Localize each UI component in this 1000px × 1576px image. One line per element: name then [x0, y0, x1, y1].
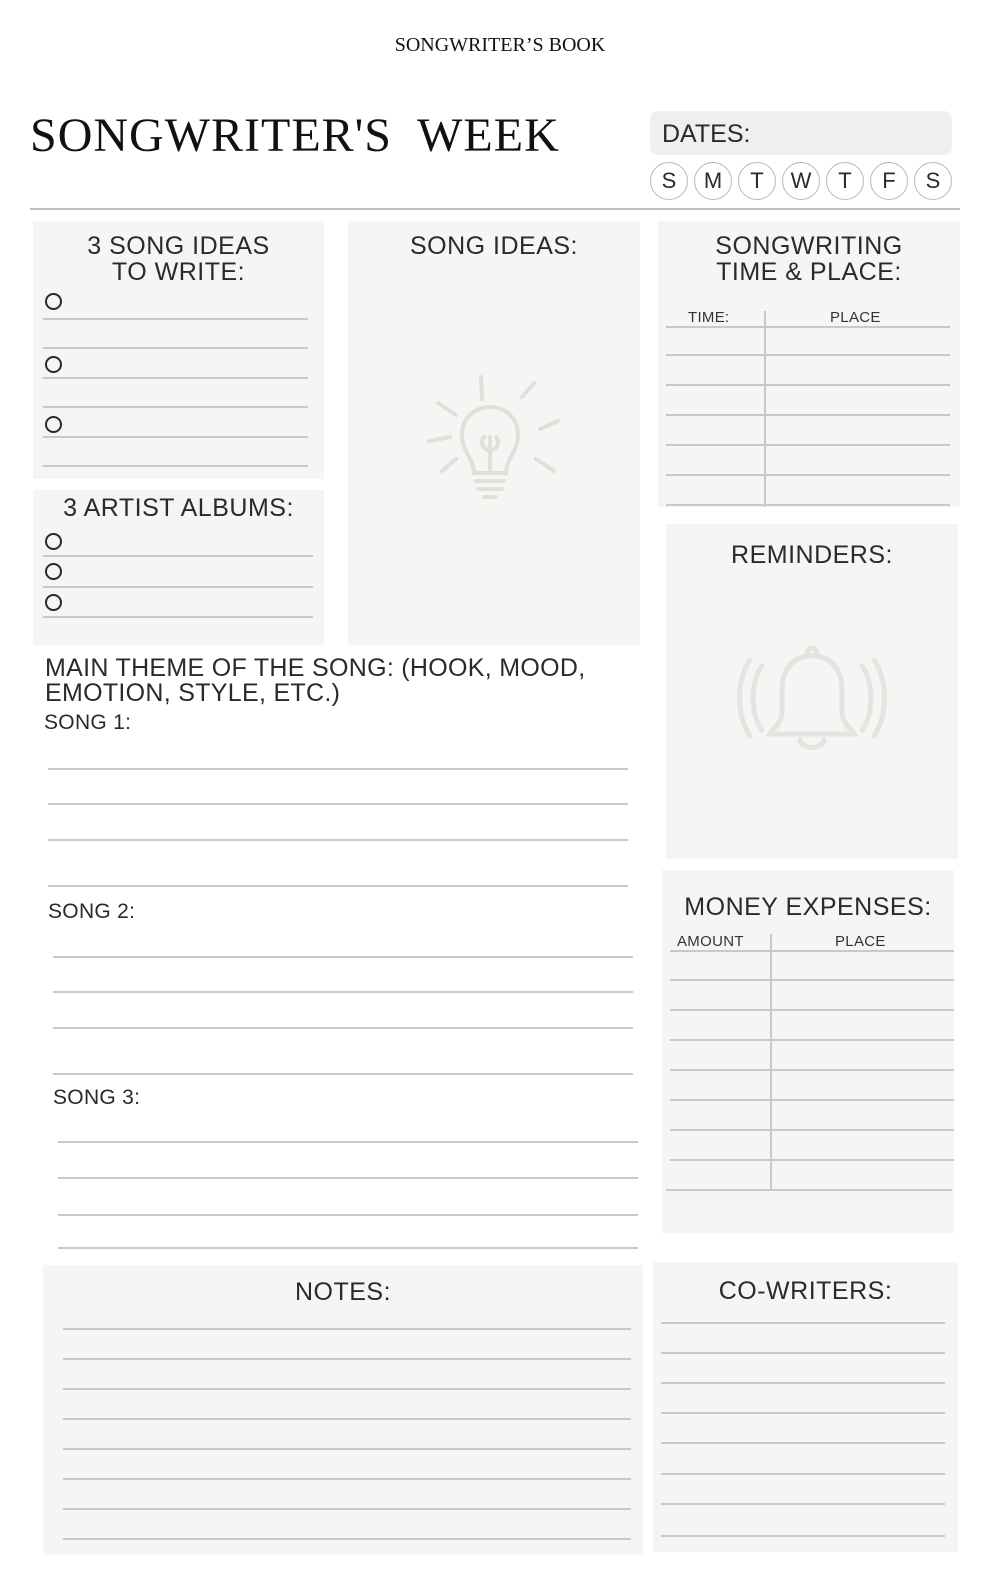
- write-line[interactable]: [43, 436, 308, 438]
- song-ideas-to-write-title: 3 SONG IDEAS TO WRITE:: [87, 232, 270, 286]
- song-2-label: SONG 2:: [48, 900, 136, 923]
- time-place-title: SONGWRITING TIME & PLACE:: [715, 232, 903, 286]
- notes-panel: [43, 1265, 643, 1555]
- checkbox-circle[interactable]: [45, 533, 62, 550]
- checkbox-circle[interactable]: [45, 563, 62, 580]
- time-column-header: TIME:: [688, 309, 730, 326]
- table-row-line[interactable]: [666, 384, 950, 386]
- dates-label: DATES:: [662, 120, 751, 148]
- song-2-line[interactable]: [53, 1073, 633, 1075]
- notes-line[interactable]: [63, 1478, 631, 1480]
- write-line[interactable]: [43, 318, 308, 320]
- lightbulb-icon: [426, 371, 566, 501]
- notes-line[interactable]: [63, 1418, 631, 1420]
- table-row-line[interactable]: [666, 326, 950, 328]
- table-row-line[interactable]: [670, 979, 954, 981]
- place-column-header: PLACE: [830, 309, 881, 326]
- notes-title: NOTES:: [294, 1278, 392, 1306]
- notes-line[interactable]: [63, 1358, 631, 1360]
- co-writers-line[interactable]: [661, 1382, 945, 1384]
- song-1-label: SONG 1:: [44, 711, 132, 734]
- song-2-line[interactable]: [53, 991, 633, 993]
- song-3-line[interactable]: [58, 1247, 638, 1249]
- co-writers-title: CO-WRITERS:: [718, 1277, 893, 1305]
- notes-line[interactable]: [63, 1508, 631, 1510]
- table-row-line[interactable]: [670, 1039, 954, 1041]
- day-circle-wednesday[interactable]: W: [782, 162, 820, 200]
- table-row-line[interactable]: [670, 1129, 954, 1131]
- co-writers-line[interactable]: [661, 1473, 945, 1475]
- table-row-line[interactable]: [670, 1159, 954, 1161]
- place-column-header: PLACE: [835, 933, 886, 950]
- song-1-line[interactable]: [48, 768, 628, 770]
- column-divider: [764, 311, 766, 507]
- table-row-line[interactable]: [666, 444, 950, 446]
- co-writers-line[interactable]: [661, 1503, 945, 1505]
- write-line[interactable]: [43, 406, 308, 408]
- song-1-line[interactable]: [48, 803, 628, 805]
- day-circle-thursday[interactable]: T: [826, 162, 864, 200]
- song-ideas-to-write-panel: [33, 221, 324, 479]
- song-3-label: SONG 3:: [53, 1086, 141, 1109]
- table-row-line[interactable]: [670, 950, 954, 952]
- day-circle-monday[interactable]: M: [694, 162, 732, 200]
- song-ideas-title: SONG IDEAS:: [409, 232, 579, 260]
- day-circle-friday[interactable]: F: [870, 162, 908, 200]
- notes-line[interactable]: [63, 1538, 631, 1540]
- amount-column-header: AMOUNT: [677, 933, 744, 950]
- co-writers-line[interactable]: [661, 1352, 945, 1354]
- song-3-line[interactable]: [58, 1214, 638, 1216]
- checkbox-circle[interactable]: [45, 293, 62, 310]
- checkbox-circle[interactable]: [45, 356, 62, 373]
- song-3-line[interactable]: [58, 1141, 638, 1143]
- co-writers-line[interactable]: [661, 1412, 945, 1414]
- reminders-title: REMINDERS:: [731, 541, 893, 569]
- co-writers-line[interactable]: [661, 1535, 945, 1537]
- write-line[interactable]: [43, 555, 313, 557]
- table-row-line[interactable]: [670, 1099, 954, 1101]
- dates-field[interactable]: [650, 111, 952, 155]
- write-line[interactable]: [43, 347, 308, 349]
- checkbox-circle[interactable]: [45, 594, 62, 611]
- day-circle-sunday[interactable]: S: [650, 162, 688, 200]
- day-circle-tuesday[interactable]: T: [738, 162, 776, 200]
- write-line[interactable]: [43, 616, 313, 618]
- song-2-line[interactable]: [53, 1027, 633, 1029]
- book-header: SONGWRITER’S BOOK: [394, 34, 606, 56]
- title-divider: [30, 208, 960, 210]
- table-row-line[interactable]: [670, 1009, 954, 1011]
- day-circle-saturday[interactable]: S: [914, 162, 952, 200]
- table-row-line[interactable]: [670, 1069, 954, 1071]
- main-theme-title: MAIN THEME OF THE SONG: (HOOK, MOOD, EMOTION, STYLE, ETC.): [45, 654, 586, 707]
- co-writers-panel: [653, 1262, 958, 1552]
- song-2-line[interactable]: [53, 956, 633, 958]
- table-row-line[interactable]: [666, 354, 950, 356]
- notes-line[interactable]: [63, 1388, 631, 1390]
- table-row-line[interactable]: [666, 504, 950, 506]
- co-writers-line[interactable]: [661, 1442, 945, 1444]
- song-3-line[interactable]: [58, 1177, 638, 1179]
- money-expenses-panel: [662, 870, 954, 1233]
- artist-albums-panel: [33, 490, 324, 645]
- artist-albums-title: 3 ARTIST ALBUMS:: [63, 494, 294, 522]
- write-line[interactable]: [43, 586, 313, 588]
- table-row-line[interactable]: [666, 414, 950, 416]
- column-divider: [770, 934, 772, 1190]
- time-place-panel: [658, 221, 960, 507]
- write-line[interactable]: [43, 377, 308, 379]
- page-title: SONGWRITER'S WEEK: [30, 109, 560, 162]
- co-writers-line[interactable]: [661, 1322, 945, 1324]
- bell-icon: [736, 642, 888, 754]
- money-expenses-title: MONEY EXPENSES:: [684, 893, 932, 921]
- table-row-line[interactable]: [666, 1189, 952, 1191]
- reminders-panel[interactable]: [666, 524, 958, 859]
- song-ideas-panel[interactable]: [348, 221, 640, 645]
- notes-line[interactable]: [63, 1448, 631, 1450]
- write-line[interactable]: [43, 465, 308, 467]
- notes-line[interactable]: [63, 1328, 631, 1330]
- table-row-line[interactable]: [666, 474, 950, 476]
- song-1-line[interactable]: [48, 839, 628, 841]
- song-1-line[interactable]: [48, 885, 628, 887]
- checkbox-circle[interactable]: [45, 416, 62, 433]
